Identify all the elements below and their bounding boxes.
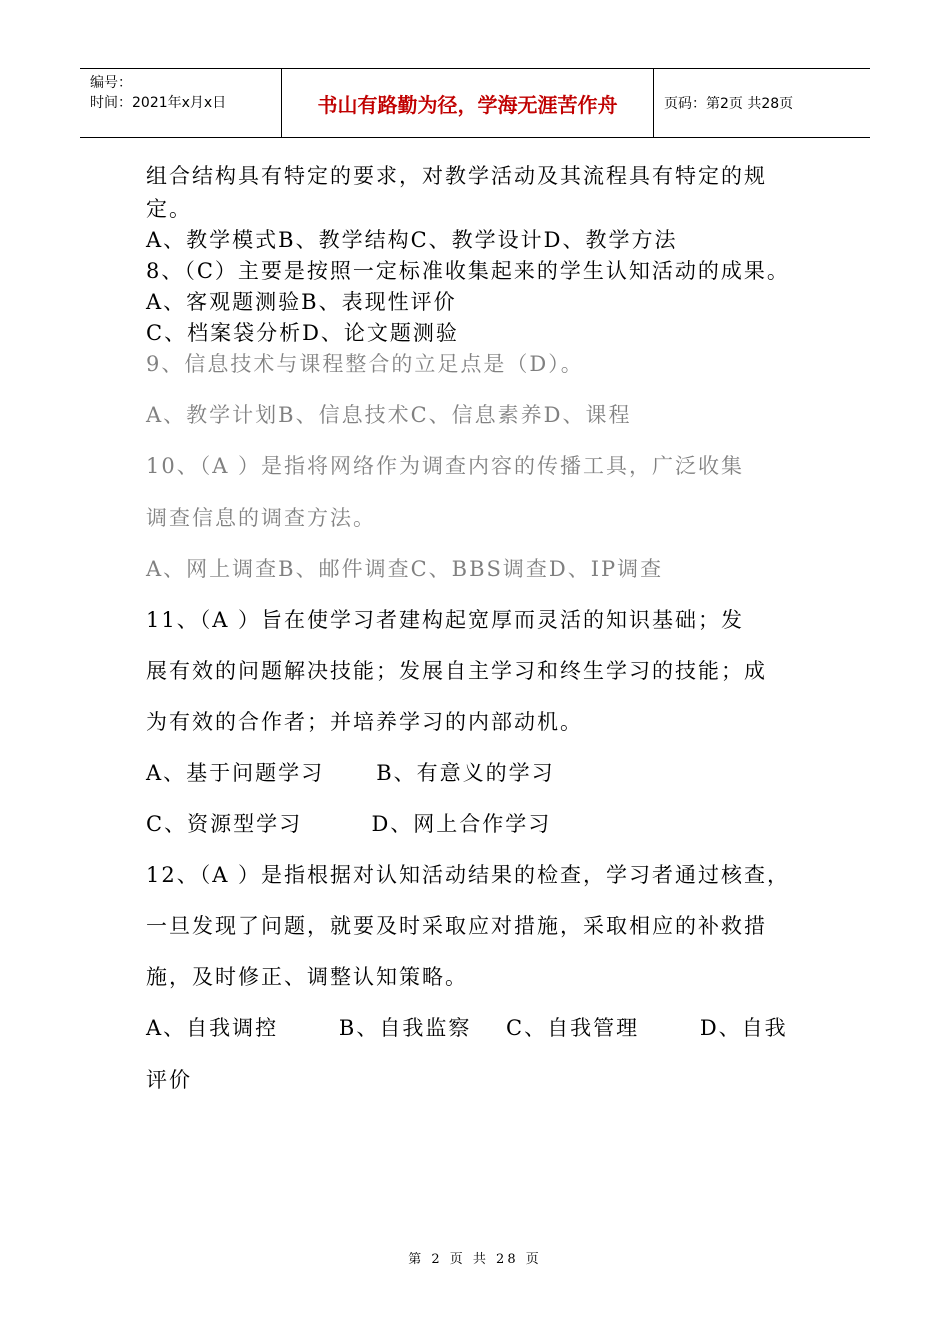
text-line: 8、（C）主要是按照一定标准收集起来的学生认知活动的成果。: [146, 259, 790, 283]
text-line: A、教学模式B、教学结构C、教学设计D、教学方法: [146, 228, 678, 252]
text-line: A、网上调查B、邮件调查C、BBS调查D、IP调查: [146, 557, 664, 581]
number-label: 编号：: [90, 75, 132, 91]
text-line: 组合结构具有特定的要求，对教学活动及其流程具有特定的规: [146, 164, 767, 188]
page-footer: 第 2 页 共 28 页: [408, 1252, 542, 1267]
text-line: 展有效的问题解决技能；发展自主学习和终生学习的技能；成: [146, 659, 767, 683]
text-line: 一旦发现了问题，就要及时采取应对措施，采取相应的补救措: [146, 914, 767, 938]
text-line: C、资源型学习 D、网上合作学习: [146, 812, 552, 836]
header-page-label: 页码：第2页 共28页: [664, 96, 794, 112]
text-line: 12、（A ）是指根据对认知活动结果的检查，学习者通过核查，: [146, 863, 791, 887]
text-line: A、自我调控 B、自我监察 C、自我管理 D、自我: [146, 1016, 788, 1040]
text-line: 施，及时修正、调整认知策略。: [146, 965, 468, 989]
text-line: 定。: [146, 197, 192, 221]
date-label: 时间：2021年x月x日: [90, 95, 227, 111]
text-line: 9、信息技术与课程整合的立足点是（D）。: [146, 352, 584, 376]
header-meta: [80, 69, 282, 137]
page-header: [80, 68, 870, 138]
text-line: A、客观题测验B、表现性评价: [146, 290, 457, 314]
text-line: 评价: [146, 1068, 192, 1092]
text-line: C、档案袋分析D、论文题测验: [146, 321, 459, 345]
header-motto: 书山有路勤为径，学海无涯苦作舟: [282, 69, 654, 137]
text-line: 为有效的合作者；并培养学习的内部动机。: [146, 710, 583, 734]
text-line: A、基于问题学习 B、有意义的学习: [146, 761, 555, 785]
text-line: 调查信息的调查方法。: [146, 506, 376, 530]
text-line: 11、（A ）旨在使学习者建构起宽厚而灵活的知识基础；发: [146, 608, 745, 632]
text-line: A、教学计划B、信息技术C、信息素养D、课程: [146, 403, 632, 427]
text-line: 10、（A ）是指将网络作为调查内容的传播工具，广泛收集: [146, 454, 745, 478]
